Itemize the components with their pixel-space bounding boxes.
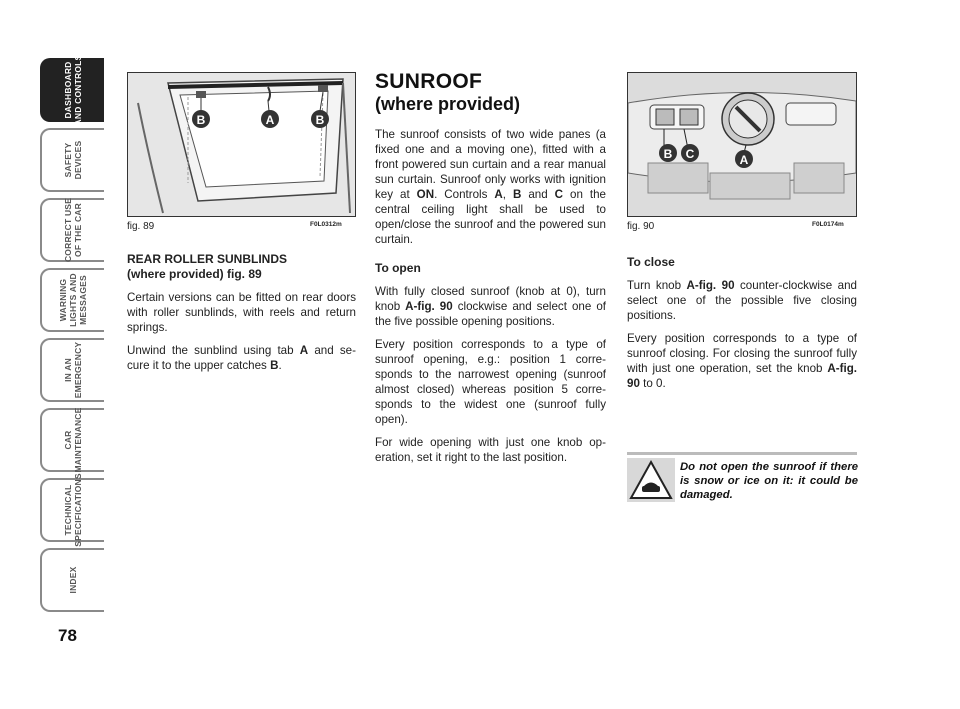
fig89-label-b1: B [196, 113, 206, 127]
to-open-paragraph-1: With fully closed sunroof (knob at 0), turn knob A-fig. 90 clockwise and select one of the five possible opening positions. [375, 285, 606, 328]
tab-car-maintenance[interactable]: CAR MAINTENANCE [40, 408, 104, 472]
to-open-heading: To open [375, 261, 421, 275]
fig89-code: F0L0312m [310, 221, 342, 228]
tab-safety-devices[interactable]: SAFETY DEVICES [40, 128, 104, 192]
figure-89-sunblind-illustration [127, 72, 356, 217]
sunblinds-paragraph-2: Unwind the sunblind using tab A and se- cure it to the upper catches B. [127, 344, 356, 372]
fig89-label-b2: B [315, 113, 325, 127]
warning-triangle-icon [627, 458, 675, 502]
sunblinds-heading: REAR ROLLER SUNBLINDS (where provided) fig. 89 [127, 252, 288, 281]
fig90-label-b: B [663, 147, 673, 161]
figure-90-ceiling-light-controls [627, 72, 857, 217]
fig90-label-c: C [685, 147, 695, 161]
tab-in-an-emergency[interactable]: IN AN EMERGENCY [40, 338, 104, 402]
fig89-caption: fig. 89 [127, 221, 155, 232]
fig89-label-a: A [265, 113, 275, 127]
tab-correct-use[interactable]: CORRECT USE OF THE CAR [40, 198, 104, 262]
sunroof-title: SUNROOF [375, 70, 483, 93]
warning-text: Do not open the sunroof if there is snow or ice on it: it could be damaged. [680, 461, 858, 501]
sunblinds-section [127, 252, 356, 381]
fig90-label-a: A [739, 153, 749, 167]
to-open-paragraph-2: Every position corresponds to a type of sunroof opening, e.g.: position 1 corre- sponds to the narrowest opening (sunroof almost closed) whereas position 5 corre- sponds to the widest one (sunroof fully open). [375, 338, 606, 426]
sunroof-intro: The sunroof consists of two wide panes (a fixed one and a moving one), fitted with a front powered sun curtain and a rear manual sun curtain. Sunroof only works with ignition key at ON. Controls A, B and C on the central ceiling light shall be used to open/close the sunroof and the powered sun curtain. [375, 128, 606, 246]
to-close-paragraph-2: Every position corresponds to a type of sunroof closing. For closing the sunroof fully with just one operation, set the knob A-fig. 90 to 0. [627, 332, 857, 390]
to-close-paragraph-1: Turn knob A-fig. 90 counter-clockwise and select one of the possible five closing positions. [627, 279, 857, 322]
sunroof-section [375, 127, 606, 473]
sunblinds-paragraph-1: Certain versions can be fitted on rear doors with roller sunblinds, with reels and return springs. [127, 291, 356, 334]
tab-technical-specifications[interactable]: TECHNICAL SPECIFICATIONS [40, 478, 104, 542]
to-close-section [627, 255, 857, 399]
tab-index[interactable]: INDEX [40, 548, 104, 612]
sunroof-subtitle: (where provided) [375, 94, 521, 114]
page-number: 78 [58, 626, 77, 645]
fig90-caption: fig. 90 [627, 221, 655, 232]
fig90-code: F0L0174m [812, 221, 844, 228]
to-close-heading: To close [627, 255, 675, 269]
warning-divider [627, 452, 857, 455]
to-open-paragraph-3: For wide opening with just one knob op- eration, set it right to the last position. [375, 436, 606, 464]
tab-dashboard-and-controls[interactable]: DASHBOARD AND CONTROLS [40, 58, 104, 122]
tab-warning-lights[interactable]: WARNING LIGHTS AND MESSAGES [40, 268, 104, 332]
